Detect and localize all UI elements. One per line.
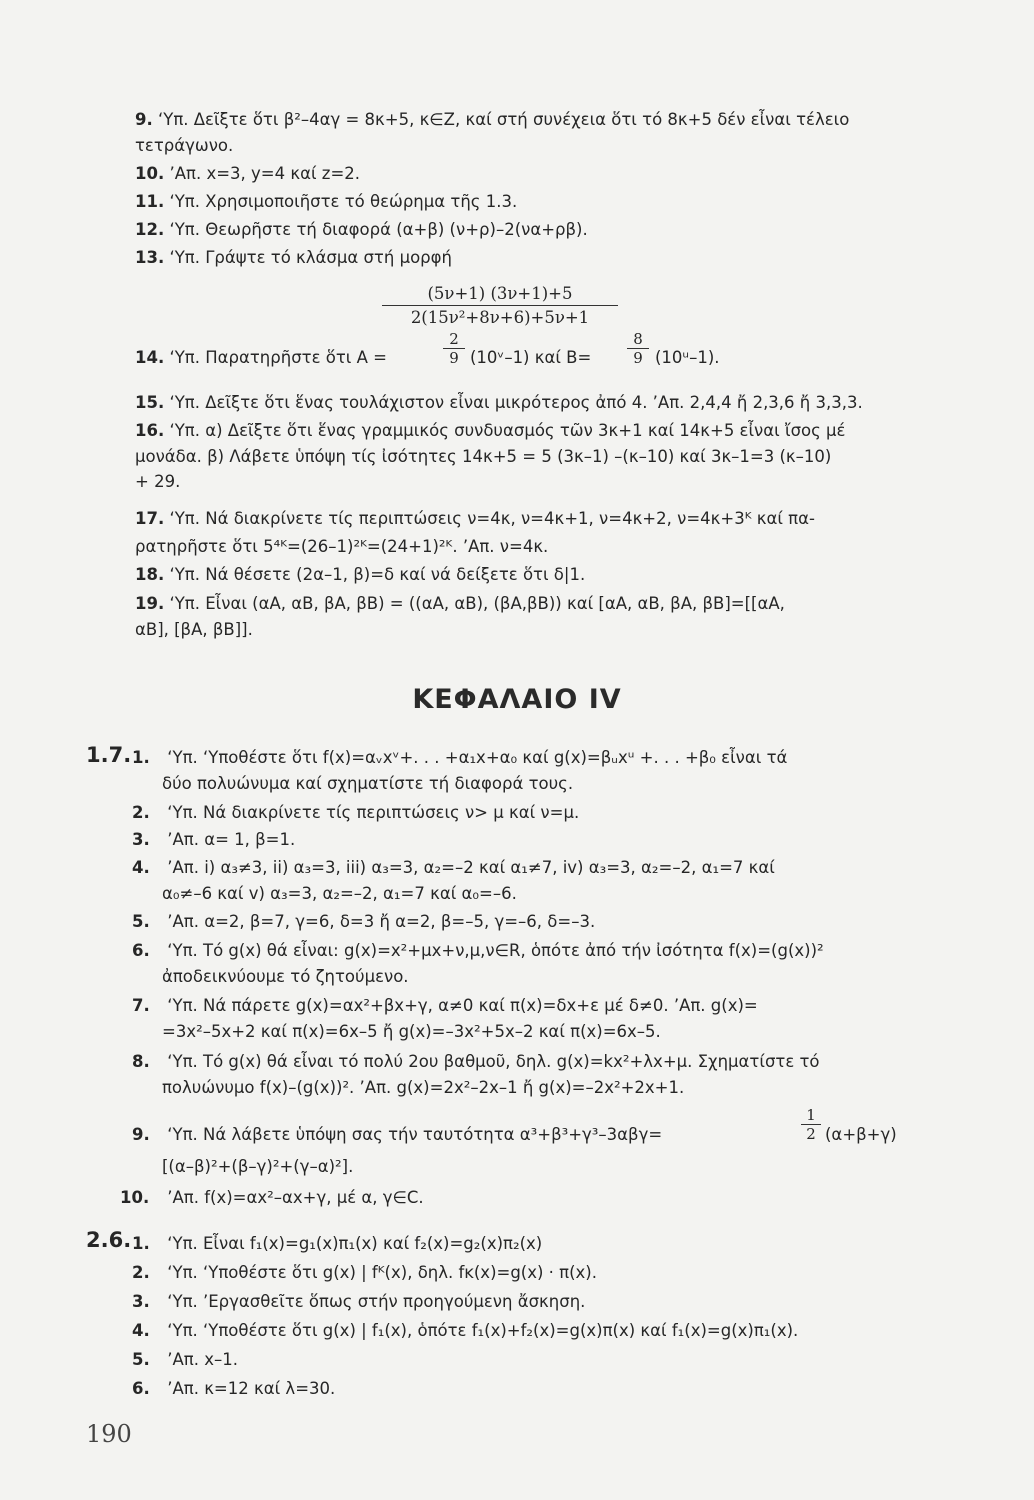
exercise-text: ‘Υπ. Δεῖξτε ὅτι ἕνας τουλάχιστον εἶναι μικρότερος ἀπό 4. ’Απ. 2,4,4 ἤ 2,3,6 ἤ 3,3,3. bbox=[169, 393, 863, 412]
exercise-number: 4. bbox=[132, 1321, 150, 1340]
exercise-text: ‘Υπ. Παρατηρῆστε ὅτι A = bbox=[169, 348, 387, 367]
exercise-text: ‘Υπ. ‘Υποθέστε ὅτι f(x)=αᵥxᵛ+. . . +α₁x+α₀ καί g(x)=βᵤxᵘ +. . . +β₀ εἶναι τά bbox=[167, 748, 788, 767]
page-number: 190 bbox=[86, 1420, 132, 1448]
exercise-text: ’Απ. α= 1, β=1. bbox=[167, 830, 296, 849]
exercise-14-post bbox=[655, 346, 720, 370]
exercise-text: ‘Υπ. Χρησιμοποιῆστε τό θεώρημα τῆς 1.3. bbox=[169, 192, 518, 211]
exercise-number: 9. bbox=[135, 110, 153, 129]
s26-item-4 bbox=[132, 1319, 798, 1343]
exercise-text: + 29. bbox=[135, 472, 181, 491]
fraction-denominator: 9 bbox=[633, 349, 643, 367]
exercise-19 bbox=[135, 592, 785, 616]
exercise-number: 8. bbox=[132, 1052, 150, 1071]
exercise-number: 1. bbox=[132, 1234, 150, 1253]
exercise-text: δύο πολυώνυμα καί σχηματίστε τή διαφορά τους. bbox=[162, 774, 574, 793]
exercise-number: 5. bbox=[132, 1350, 150, 1369]
exercise-number: 7. bbox=[132, 996, 150, 1015]
exercise-number: 10. bbox=[120, 1188, 150, 1207]
fraction-13 bbox=[382, 283, 618, 330]
fraction-14a bbox=[443, 330, 465, 367]
exercise-text: ‘Υπ. ‘Υποθέστε ὅτι g(x) | fᴷ(x), δηλ. fᴋ(x)=g(x) · π(x). bbox=[167, 1263, 597, 1282]
exercise-number: 1. bbox=[132, 748, 150, 767]
exercise-number: 2. bbox=[132, 803, 150, 822]
s17-item-6-cont bbox=[162, 965, 409, 989]
exercise-14-mid bbox=[470, 346, 591, 370]
exercise-number: 9. bbox=[132, 1125, 150, 1144]
fraction-half bbox=[801, 1106, 821, 1143]
exercise-text: ‘Υπ. ‘Υποθέστε ὅτι g(x) | f₁(x), ὁπότε f₁(x)+f₂(x)=g(x)π(x) καί f₁(x)=g(x)π₁(x). bbox=[167, 1321, 799, 1340]
exercise-text: ‘Υπ. Τό g(x) θά εἶναι τό πολύ 2ου βαθμοῦ, δηλ. g(x)=kx²+λx+μ. Σχηματίστε τό bbox=[167, 1052, 820, 1071]
exercise-number: 16. bbox=[135, 421, 165, 440]
exercise-text: ’Απ. x=3, y=4 καί z=2. bbox=[169, 164, 361, 183]
fraction-numerator: 2 bbox=[449, 330, 459, 348]
exercise-number: 10. bbox=[135, 164, 165, 183]
s17-item-1 bbox=[132, 746, 787, 770]
exercise-16 bbox=[135, 419, 845, 443]
exercise-18 bbox=[135, 563, 585, 587]
fraction-denominator: 2(15ν²+8ν+6)+5ν+1 bbox=[410, 308, 590, 327]
exercise-text: πολυώνυμο f(x)–(g(x))². ’Απ. g(x)=2x²–2x–1 ἤ g(x)=–2x²+2x+1. bbox=[162, 1078, 685, 1097]
s17-item-8 bbox=[132, 1050, 820, 1074]
fraction-denominator: 9 bbox=[449, 349, 459, 367]
exercise-text: [(α–β)²+(β–γ)²+(γ–α)²]. bbox=[162, 1157, 354, 1176]
s17-item-8-cont bbox=[162, 1076, 684, 1100]
fraction-numerator: 1 bbox=[806, 1106, 816, 1124]
exercise-number: 6. bbox=[132, 1379, 150, 1398]
s17-item-7 bbox=[132, 994, 758, 1018]
s17-item-9-post bbox=[825, 1123, 897, 1147]
exercise-9 bbox=[135, 108, 849, 132]
exercise-9-cont bbox=[135, 134, 233, 158]
s26-item-1 bbox=[132, 1232, 542, 1256]
fraction-numerator: 8 bbox=[633, 330, 643, 348]
exercise-text: ‘Υπ. Εἶναι (αA, αB, βA, βB) = ((αA, αB), (βA,βB)) καί [αA, αB, βA, βB]=[[αA, bbox=[169, 594, 785, 613]
s17-item-6 bbox=[132, 939, 824, 963]
s17-item-4-cont bbox=[162, 882, 517, 906]
exercise-text: ‘Υπ. Γράψτε τό κλάσμα στή μορφή bbox=[169, 248, 452, 267]
exercise-text: ’Απ. i) α₃≠3, ii) α₃=3, iii) α₃=3, α₂=–2 καί α₁≠7, iv) α₃=3, α₂=–2, α₁=7 καί bbox=[167, 858, 775, 877]
exercise-text: ’Απ. κ=12 καί λ=30. bbox=[167, 1379, 336, 1398]
exercise-11 bbox=[135, 190, 517, 214]
exercise-text: ‘Υπ. ’Εργασθεῖτε ὅπως στήν προηγούμενη ἄσκηση. bbox=[167, 1292, 586, 1311]
exercise-text: ‘Υπ. α) Δεῖξτε ὅτι ἕνας γραμμικός συνδυασμός τῶν 3κ+1 καί 14κ+5 εἶναι ἴσος μέ bbox=[169, 421, 846, 440]
fraction-14b bbox=[627, 330, 649, 367]
exercise-number: 3. bbox=[132, 830, 150, 849]
exercise-text: α₀≠–6 καί v) α₃=3, α₂=–2, α₁=7 καί α₀=–6. bbox=[162, 884, 517, 903]
exercise-text: ‘Υπ. Νά διακρίνετε τίς περιπτώσεις ν=4κ, ν=4κ+1, ν=4κ+2, ν=4κ+3ᴷ καί πα- bbox=[169, 509, 815, 528]
s17-item-9-cont bbox=[162, 1155, 353, 1179]
exercise-text: ρατηρῆστε ὅτι 5⁴ᴷ=(26–1)²ᴷ=(24+1)²ᴷ. ’Απ. ν=4κ. bbox=[135, 537, 549, 556]
exercise-number: 15. bbox=[135, 393, 165, 412]
exercise-15 bbox=[135, 391, 863, 415]
exercise-text: ‘Υπ. Νά λάβετε ὑπόψη σας τήν ταυτότητα α³+β³+γ³–3αβγ= bbox=[167, 1125, 663, 1144]
exercise-number: 2. bbox=[132, 1263, 150, 1282]
exercise-number: 5. bbox=[132, 912, 150, 931]
exercise-number: 13. bbox=[135, 248, 165, 267]
exercise-text: ’Απ. f(x)=αx²–αx+γ, μέ α, γ∈C. bbox=[167, 1188, 424, 1207]
exercise-text: =3x²–5x+2 καί π(x)=6x–5 ἤ g(x)=–3x²+5x–2 καί π(x)=6x–5. bbox=[162, 1022, 661, 1041]
exercise-text: αB], [βA, βB]]. bbox=[135, 620, 253, 639]
fraction-numerator: (5ν+1) (3ν+1)+5 bbox=[427, 284, 573, 303]
exercise-text: ‘Υπ. Νά πάρετε g(x)=αx²+βx+γ, α≠0 καί π(x)=δx+ε μέ δ≠0. ’Απ. g(x)= bbox=[167, 996, 758, 1015]
section-label: 1.7. bbox=[86, 743, 132, 767]
exercise-text: ‘Υπ. Θεωρῆστε τή διαφορά (α+β) (ν+ρ)–2(να+ρβ). bbox=[169, 220, 588, 239]
exercise-number: 6. bbox=[132, 941, 150, 960]
exercise-17 bbox=[135, 507, 815, 531]
exercise-10 bbox=[135, 162, 360, 186]
exercise-17-cont bbox=[135, 535, 548, 559]
exercise-number: 18. bbox=[135, 565, 165, 584]
exercise-number: 11. bbox=[135, 192, 165, 211]
exercise-text: ’Απ. x–1. bbox=[167, 1350, 238, 1369]
exercise-14 bbox=[135, 346, 387, 370]
exercise-text: ‘Υπ. Νά θέσετε (2α–1, β)=δ καί νά δείξετε ὅτι δ|1. bbox=[169, 565, 586, 584]
exercise-number: 3. bbox=[132, 1292, 150, 1311]
exercise-text: ‘Υπ. Δεῖξτε ὅτι β²–4αγ = 8κ+5, κ∈Z, καί στή συνέχεια ὅτι τό 8κ+5 δέν εἶναι τέλειο bbox=[158, 110, 850, 129]
exercise-12 bbox=[135, 218, 588, 242]
s17-item-7-cont bbox=[162, 1020, 661, 1044]
s26-item-6 bbox=[132, 1377, 335, 1401]
exercise-number: 12. bbox=[135, 220, 165, 239]
exercise-13 bbox=[135, 246, 452, 270]
exercise-text: ‘Υπ. Εἶναι f₁(x)=g₁(x)π₁(x) καί f₂(x)=g₂(x)π₂(x) bbox=[167, 1234, 543, 1253]
s17-item-9 bbox=[132, 1123, 662, 1147]
exercise-text: μονάδα. β) Λάβετε ὑπόψη τίς ἰσότητες 14κ+5 = 5 (3κ–1) –(κ–10) καί 3κ–1=3 (κ–10) bbox=[135, 447, 832, 466]
exercise-text: τετράγωνο. bbox=[135, 136, 234, 155]
exercise-text: ‘Υπ. Νά διακρίνετε τίς περιπτώσεις ν> μ καί ν=μ. bbox=[167, 803, 580, 822]
s17-item-1-cont bbox=[162, 772, 573, 796]
exercise-number: 14. bbox=[135, 348, 165, 367]
s17-item-4 bbox=[132, 856, 775, 880]
s26-item-3 bbox=[132, 1290, 585, 1314]
exercise-text: ’Απ. α=2, β=7, γ=6, δ=3 ἤ α=2, β=–5, γ=–6, δ=–3. bbox=[167, 912, 596, 931]
s17-item-3 bbox=[132, 828, 295, 852]
s17-item-10 bbox=[120, 1186, 424, 1210]
exercise-text: ἀποδεικνύουμε τό ζητούμενο. bbox=[162, 967, 409, 986]
s17-item-2 bbox=[132, 801, 579, 825]
fraction-denominator: 2 bbox=[806, 1125, 816, 1143]
exercise-16-cont2 bbox=[135, 470, 180, 494]
exercise-text: (α+β+γ) bbox=[825, 1125, 897, 1144]
exercise-number: 19. bbox=[135, 594, 165, 613]
exercise-number: 17. bbox=[135, 509, 165, 528]
exercise-text: ‘Υπ. Τό g(x) θά εἶναι: g(x)=x²+μx+ν,μ,ν∈R, ὁπότε ἀπό τήν ἰσότητα f(x)=(g(x))² bbox=[167, 941, 824, 960]
section-label: 2.6. bbox=[86, 1228, 132, 1252]
exercise-19-cont bbox=[135, 618, 253, 642]
exercise-16-cont bbox=[135, 445, 831, 469]
exercise-text: (10ᵘ–1). bbox=[655, 348, 720, 367]
s26-item-5 bbox=[132, 1348, 238, 1372]
s17-item-5 bbox=[132, 910, 595, 934]
exercise-text: (10ᵛ–1) καί B= bbox=[470, 348, 592, 367]
s26-item-2 bbox=[132, 1261, 597, 1285]
chapter-title: ΚΕΦΑΛΑΙΟ IV bbox=[412, 684, 622, 715]
exercise-number: 4. bbox=[132, 858, 150, 877]
